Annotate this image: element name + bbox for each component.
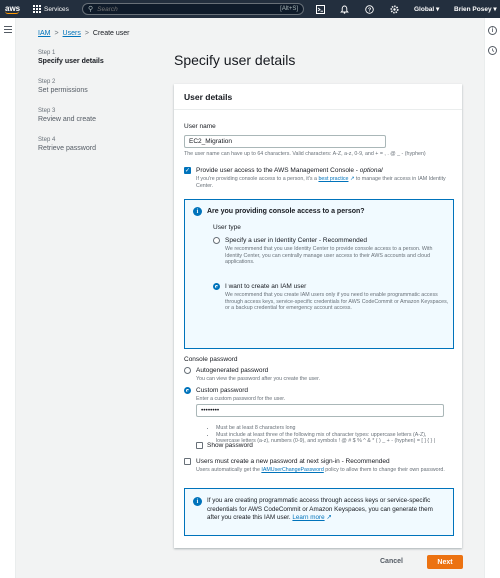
iam-user-option-label: I want to create an IAM user [225, 283, 307, 290]
breadcrumb [38, 30, 130, 37]
show-password-checkbox[interactable] [196, 442, 203, 449]
info-box-title: Are you providing console access to a person? [207, 208, 365, 215]
must-create-desc-text-2: policy to allow them to change their own password. [323, 467, 445, 473]
console-access-label [196, 167, 456, 174]
username-label: User name [184, 123, 216, 130]
breadcrumb-current: Create user [92, 30, 130, 37]
wizard-steps [38, 50, 158, 166]
console-access-desc-text: If you're providing console access to a person, it's a [196, 176, 319, 182]
step-1 [38, 50, 158, 65]
search-icon: ⚲ [88, 6, 94, 13]
services-menu-button[interactable] [33, 5, 69, 13]
services-label: Services [44, 5, 69, 13]
step-3 [38, 108, 158, 123]
svg-text:?: ? [367, 6, 371, 13]
clock-icon[interactable] [488, 46, 497, 55]
custom-password-radio[interactable] [184, 387, 191, 394]
external-link-icon: ↗ [326, 514, 332, 521]
page-title: Specify user details [174, 52, 296, 68]
account-menu[interactable]: Brien Posey ▾ [454, 6, 497, 13]
aws-logo[interactable] [5, 5, 27, 14]
password-rule: • Must be at least 8 characters long [216, 425, 440, 432]
right-tools-strip [484, 18, 500, 578]
iam-user-radio[interactable] [213, 283, 220, 290]
console-password-label: Console password [184, 356, 238, 363]
must-create-password-desc [196, 467, 451, 474]
user-type-label: User type [213, 224, 241, 231]
gear-icon[interactable] [389, 4, 399, 14]
custom-password-input[interactable] [196, 404, 444, 417]
identity-center-option-label: Specify a user in Identity Center - Recommended [225, 237, 367, 244]
username-hint: The user name can have up to 64 characters. Valid characters: A-Z, a-z, 0-9, and + = , . @ _ - (hyphen) [184, 151, 426, 157]
info-panel-icon[interactable]: i [488, 26, 497, 35]
programmatic-access-text [207, 497, 447, 523]
autogenerated-password-desc: You can view the password after you create the user. [196, 376, 321, 382]
cancel-button[interactable]: Cancel [380, 558, 403, 565]
step-number: Step 2 [38, 79, 56, 85]
show-password-label: Show password [207, 442, 253, 449]
step-label: Set permissions [38, 87, 88, 94]
step-number: Step 1 [38, 50, 56, 56]
programmatic-access-desc: If you are creating programmatic access through access keys or service-specific credentials for AWS CodeCommit or Amazon Keyspaces, you can generate them after you create this IAM user. [207, 497, 433, 521]
left-nav-strip [0, 18, 16, 578]
breadcrumb-users-link[interactable]: Users [62, 30, 81, 37]
learn-more-link[interactable]: Learn more [292, 514, 325, 521]
step-number: Step 3 [38, 108, 56, 114]
cloudshell-icon[interactable] [315, 4, 325, 14]
search-box[interactable] [82, 3, 304, 15]
step-2 [38, 79, 158, 94]
info-icon: i [193, 497, 202, 506]
custom-password-desc: Enter a custom password for the user. [196, 396, 286, 402]
info-icon: i [193, 207, 202, 216]
step-label: Specify user details [38, 58, 104, 65]
step-label: Retrieve password [38, 145, 96, 152]
aws-logo-text: aws [5, 3, 21, 13]
user-details-panel [174, 84, 462, 548]
region-selector[interactable]: Global ▾ [414, 6, 440, 13]
must-create-desc-text: Users automatically get the [196, 467, 262, 473]
best-practice-link[interactable]: best practice [318, 176, 349, 182]
step-number: Step 4 [38, 137, 56, 143]
breadcrumb-separator: > [84, 30, 89, 37]
console-access-desc-text-2: to manage their access in IAM Identity Center. [196, 176, 446, 189]
search-shortcut: [Alt+S] [280, 6, 298, 12]
autogenerated-password-radio[interactable] [184, 367, 191, 374]
search-input[interactable] [97, 6, 280, 13]
console-access-desc [196, 176, 456, 189]
external-link-icon: ↗ [349, 176, 355, 182]
help-icon[interactable] [364, 4, 374, 14]
step-4 [38, 137, 158, 152]
step-label: Review and create [38, 116, 96, 123]
services-grid-icon [33, 5, 41, 13]
username-input[interactable] [184, 135, 386, 148]
programmatic-access-info-box [184, 488, 454, 536]
iam-user-option-desc: We recommend that you create IAM users only if you need to enable programmatic access through access keys, service-specific credentials for AWS CodeCommit or Amazon Keyspaces, or a backup credential for emergency account access. [225, 292, 449, 311]
custom-password-label: Custom password [196, 387, 249, 394]
next-button[interactable]: Next [427, 555, 463, 569]
top-nav-bar [0, 0, 500, 18]
bell-icon[interactable] [339, 4, 349, 14]
iam-user-change-password-link[interactable]: IAMUserChangePassword [261, 467, 324, 473]
autogenerated-password-label: Autogenerated password [196, 367, 269, 374]
breadcrumb-iam-link[interactable]: IAM [38, 30, 51, 37]
breadcrumb-separator: > [54, 30, 59, 37]
console-access-label-text: Provide user access to the AWS Management Console - [196, 167, 360, 174]
must-create-password-label: Users must create a new password at next sign-in - Recommended [196, 458, 390, 465]
console-access-checkbox[interactable]: ✓ [184, 168, 191, 174]
console-access-info-box [184, 199, 454, 349]
panel-header: User details [174, 84, 462, 110]
identity-center-option-desc: We recommend that you use Identity Center to provide console access to a person. With Identity Center, you can centrally manage user access to their AWS accounts and cloud applications. [225, 246, 433, 265]
optional-text: optional [359, 167, 383, 174]
identity-center-radio[interactable] [213, 237, 220, 244]
must-create-password-checkbox[interactable] [184, 458, 191, 465]
password-rule: • Must include at least three of the following mix of character types: uppercase letters (A-Z), lowercase letters (a-z), numbers (0-9), and symbols ! @ # $ % ^ & * ( ) _ + - (hyphen) = [ ] { } | [216, 432, 440, 445]
hamburger-menu-icon[interactable] [4, 26, 12, 33]
